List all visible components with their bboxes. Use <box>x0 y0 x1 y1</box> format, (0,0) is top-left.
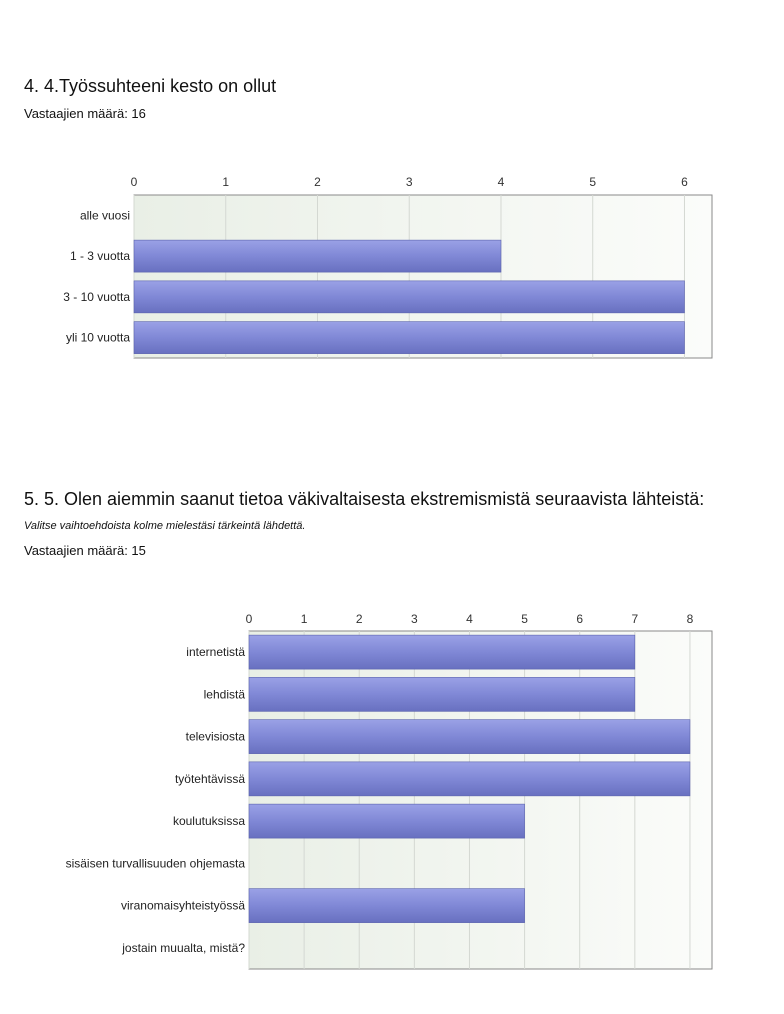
q5-category-label: sisäisen turvallisuuden ohjemasta <box>65 856 245 871</box>
q4-tick-label: 6 <box>681 175 688 189</box>
question-4-respondents: Vastaajien määrä: 16 <box>24 106 146 121</box>
q4-tick-label: 3 <box>405 175 413 189</box>
q5-category-label: lehdistä <box>203 687 245 702</box>
q4-category-label: 1 - 3 vuotta <box>69 249 130 264</box>
q5-category-label: työtehtävissä <box>174 771 245 786</box>
q5-category-label: koulutuksissa <box>172 814 245 829</box>
q5-category-label: internetistä <box>186 645 245 660</box>
q5-bar <box>249 762 690 796</box>
question-4-title: 4. 4.Työssuhteeni kesto on ollut <box>24 76 277 96</box>
q5-bar <box>249 720 690 754</box>
q4-category-label: yli 10 vuotta <box>65 330 130 345</box>
q5-category-label: televisiosta <box>185 729 245 744</box>
q4-tick-label: 2 <box>314 175 321 189</box>
q4-tick-label: 5 <box>589 175 597 189</box>
q5-tick-label: 7 <box>631 612 639 626</box>
question-5-respondents: Vastaajien määrä: 15 <box>24 543 146 558</box>
q5-tick-label: 2 <box>355 612 363 626</box>
q5-bar <box>249 635 635 669</box>
q4-category-label: alle vuosi <box>79 208 130 223</box>
q4-category-label: 3 - 10 vuotta <box>63 289 130 304</box>
q5-tick-label: 4 <box>466 612 473 626</box>
q4-bar <box>134 322 684 354</box>
q5-category-label: jostain muualta, mistä? <box>122 940 245 955</box>
q5-tick-label: 6 <box>576 612 584 626</box>
q5-plot-area <box>249 631 712 969</box>
q5-bar <box>249 804 525 838</box>
q5-tick-label: 0 <box>245 612 253 626</box>
question-5-title: 5. 5. Olen aiemmin saanut tietoa väkivaltaisesta ekstremismistä seuraavista lähteistä: <box>24 489 705 509</box>
q5-bar <box>249 677 635 711</box>
q4-tick-label: 4 <box>497 175 505 189</box>
q5-bar <box>249 889 525 923</box>
q4-tick-label: 1 <box>222 175 230 189</box>
q5-tick-label: 5 <box>521 612 528 626</box>
q5-tick-label: 1 <box>300 612 308 626</box>
q4-bar <box>134 240 501 272</box>
question-5-instruction: Valitse vaihtoehdoista kolme mielestäsi tärkeintä lähdettä. <box>24 520 306 532</box>
q4-plot-area <box>134 195 712 358</box>
q5-tick-label: 8 <box>686 612 694 626</box>
q5-category-label: viranomaisyhteistyössä <box>120 898 245 913</box>
q5-tick-label: 3 <box>411 612 418 626</box>
q4-tick-label: 0 <box>130 175 138 189</box>
q4-bar <box>134 281 684 313</box>
